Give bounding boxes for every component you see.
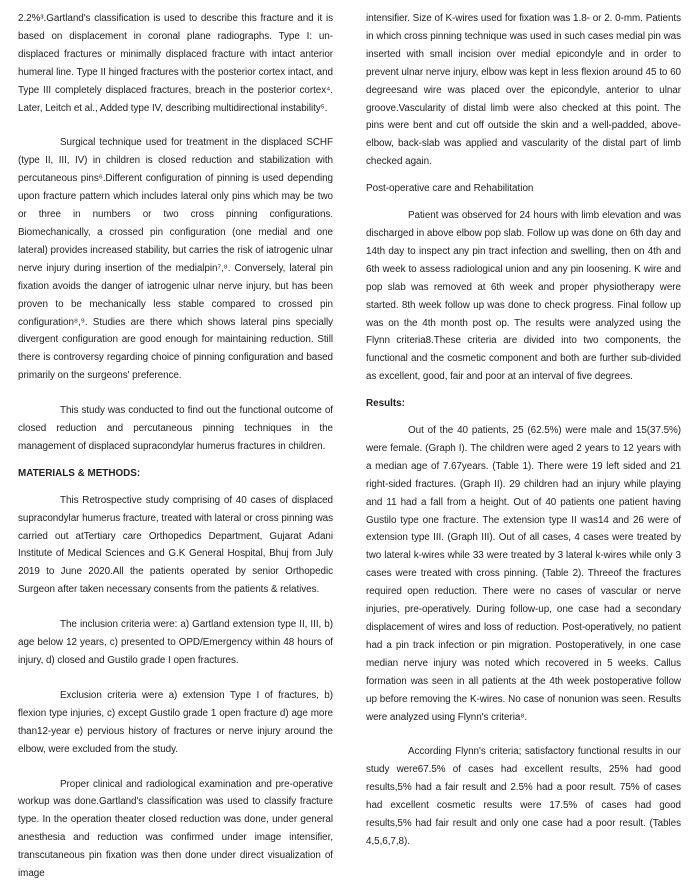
flynn-results-paragraph: According Flynn's criteria; satisfactory functional results in our study were67.5% of cases had excellent results, 25% had good results,5% had a fair result and 2.5% had a poor result. 75% of cases had excellent cosmetic results were 17.5% of cases had good results,5% had fair result and only one case had a poor result. (Tables 4,5,6,7,8). [366, 746, 681, 847]
postop-heading: Post-operative care and Rehabilitation [366, 183, 534, 195]
study-design-paragraph: This Retrospective study comprising of 40 cases of displaced supracondylar humerus fracture, treated with lateral or cross pinning was carried out atTertiary care Orthopedics Department, Gujarat Adani Institute of Medical Sciences and G.K General Hospital, Bhuj from July 2019 to June 2020.All the patients operated by senior Orthopedic Surgeon after taken necessary consents from the patients & relatives. [18, 494, 333, 596]
study-aim-paragraph: This study was conducted to find out the functional outcome of closed reduction and percutaneous pinning techniques in the management of displaced supracondylar humerus fractures in children. [18, 405, 333, 452]
methods-heading: MATERIALS & METHODS: [18, 467, 141, 479]
fixation-paragraph: intensifier. Size of K-wires used for fixation was 1.8- or 2. 0-mm. Patients in which cross pinning technique was used in such cases medial pin was inserted with small incision over medial epicondyle and in order to prevent ulnar nerve injury, elbow was kept in less flexion around 45 to 60 degreesand wire was placed over the epicondyle, anterior to ulnar groove.Vascularity of distal limb were also checked at this point. The pins were bent and cut off outside the skin and a well-padded, above-elbow, back-slab was applied and vascularity of the distal part of limb checked again. [366, 13, 681, 168]
inclusion-criteria-paragraph: The inclusion criteria were: a) Gartland extension type II, III, b) age below 12 years, c) presented to OPD/Emergency within 48 hours of injury, d) closed and Gustilo grade I open fractures. [18, 619, 333, 666]
procedure-paragraph: Proper clinical and radiological examination and pre-operative workup was done.Gartland's classification was used to classify fracture type. In the operation theater closed reduction was done, under general anesthesia and reduction was confirmed under image intensifier, transcutaneous pin fixation was then done under direct visualization of image [18, 778, 333, 880]
surgical-technique-paragraph: Surgical technique used for treatment in the displaced SCHF (type II, III, IV) in children is closed reduction and stabilization with percutaneous pins⁶.Different configuration of pinning is used depending upon fracture pattern which includes lateral only pins which may be two or three in numbers or two cross pinning configurations. Biomechanically, a crossed pin configuration (one medial and one lateral) provides increased stability, but carries the risk of iatrogenic ulnar nerve injury during insertion of the medialpin⁷,⁸. Conversely, lateral pin fixation avoids the danger of iatrogenic ulnar nerve injury, but has been proven to be mechanically less stable compared to crossed pin configuration⁸,⁹. Studies are there which shows lateral pins specially divergent configuration are good enough for maintaining reduction. Still there is controversy regarding choice of pinning configuration and based primarily on the surgeons' preference. [18, 137, 333, 382]
results-heading: Results: [366, 398, 405, 410]
right-column [366, 10, 681, 883]
two-column-body [18, 10, 681, 883]
results-paragraph: Out of the 40 patients, 25 (62.5%) were male and 15(37.5%) were female. (Graph I). The children were aged 2 years to 12 years with a median age of 7.67years. (Table 1). There were 19 left sided and 21 right-sided fractures. (Graph II). 29 children had an injury while playing and 11 had a fall from a height. Out of 40 patients one patient having Gustilo type one fracture. The extension type II was14 and 26 were of extension type III. (Graph III). Out of all cases, 4 cases were treated by two lateral k-wires while 33 were treated by 3 lateral k-wires while only 3 cases were treated with cross pinning. (Table 2). Threeof the fractures required open reduction. There were no cases of vascular or nerve injuries, pre-operatively. During follow-up, one case had a secondary displacement of wires and loss of reduction. Post-operatively, no patient had a pin track infection or pin migration. Postoperatively, in one case median nerve injury was noted which recovered in 5 weeks. Callus formation was seen in all patients at the 4th week postoperative follow up before removing the K-wires. No case of nonunion was seen. Results were analyzed using Flynn's criteria⁸. [366, 425, 681, 723]
classification-paragraph: 2.2%³.Gartland's classification is used to describe this fracture and it is based on displacement in coronal plane radiographs. Type I: un-displaced fractures or minimally displaced fracture with intact anterior humeral line. Type II hinged fractures with the posterior cortex intact, and Type III completely displaced fractures, breach in the posterior cortex⁴. Later, Leitch et al., Added type IV, describing multidirectional instability⁵. [18, 13, 333, 114]
followup-paragraph: Patient was observed for 24 hours with limb elevation and was discharged in above elbow pop slab. Follow up was done on 6th day and 14th day to inspect any pin tract infection and swelling, then on 4th and 6th week to assess radiological union and any pin loosening. K wire and pop slab was removed at 6th week and proper physiotherapy were started. 8th week follow up was done to check progress. Final follow up was on the 4th month post op. The results were analyzed using the Flynn criteria8.These criteria are divided into two components, the functional and the cosmetic component and both are further sub-divided as excellent, good, fair and poor at an interval of five degrees. [366, 210, 681, 383]
exclusion-criteria-paragraph: Exclusion criteria were a) extension Type I of fractures, b) flexion type injuries, c) except Gustilo grade 1 open fracture d) age more than12-year e) pervious history of fractures or nerve injury around the elbow, were excluded from the study. [18, 689, 333, 755]
left-column [18, 10, 333, 883]
